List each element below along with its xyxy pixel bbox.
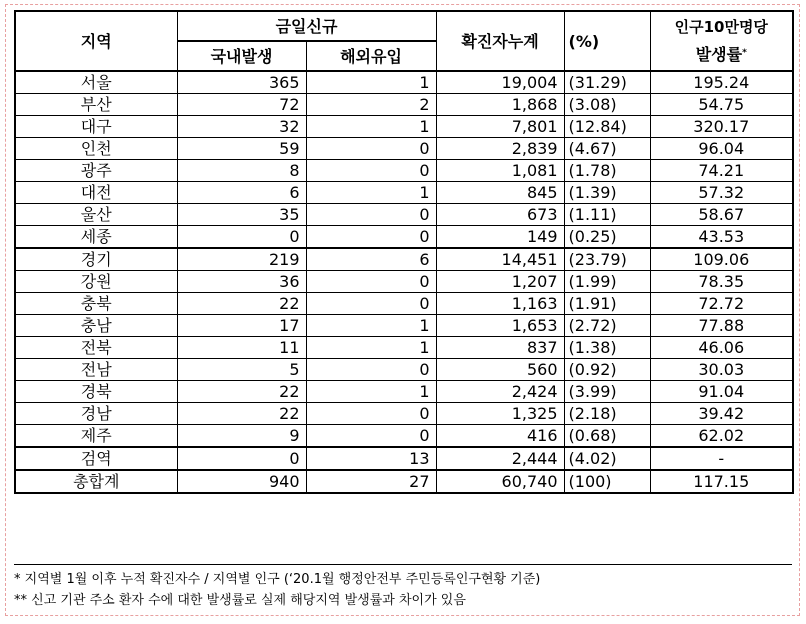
- overseas-cell: 0: [306, 226, 436, 249]
- region-cell: 검역: [15, 447, 177, 470]
- table-row: [15, 337, 793, 359]
- cumulative-cell: 14,451: [436, 248, 564, 271]
- percent-cell: (0.92): [564, 359, 650, 381]
- header-new-today: 금일신규: [177, 11, 436, 41]
- rate-cell: 109.06: [650, 248, 793, 271]
- percent-cell: (2.18): [564, 403, 650, 425]
- cumulative-cell: 1,163: [436, 293, 564, 315]
- overseas-cell: 0: [306, 425, 436, 448]
- cumulative-cell: 2,424: [436, 381, 564, 403]
- region-cell: 강원: [15, 271, 177, 293]
- rate-cell: 58.67: [650, 204, 793, 226]
- rate-cell: 72.72: [650, 293, 793, 315]
- domestic-cell: 17: [177, 315, 306, 337]
- overseas-cell: 13: [306, 447, 436, 470]
- percent-cell: (3.08): [564, 94, 650, 116]
- cumulative-cell: 416: [436, 425, 564, 448]
- domestic-cell: 32: [177, 116, 306, 138]
- table-row: [15, 315, 793, 337]
- table-row: [15, 248, 793, 271]
- percent-cell: (12.84): [564, 116, 650, 138]
- region-cell: 경북: [15, 381, 177, 403]
- table-row: [15, 271, 793, 293]
- table-row: [15, 116, 793, 138]
- region-cell: 광주: [15, 160, 177, 182]
- header-rate-line2: [657, 41, 787, 69]
- regional-cases-table: [14, 10, 794, 494]
- domestic-cell: 11: [177, 337, 306, 359]
- table-row: [15, 71, 793, 94]
- region-cell: 총합계: [15, 470, 177, 493]
- domestic-cell: 72: [177, 94, 306, 116]
- percent-cell: (100): [564, 470, 650, 493]
- region-cell: 전남: [15, 359, 177, 381]
- rate-cell: 195.24: [650, 71, 793, 94]
- rate-cell: -: [650, 447, 793, 470]
- domestic-cell: 36: [177, 271, 306, 293]
- rate-cell: 117.15: [650, 470, 793, 493]
- rate-cell: 30.03: [650, 359, 793, 381]
- footnotes: [14, 564, 792, 611]
- overseas-cell: 1: [306, 182, 436, 204]
- rate-cell: 62.02: [650, 425, 793, 448]
- cumulative-cell: 2,444: [436, 447, 564, 470]
- header-domestic: 국내발생: [177, 41, 306, 71]
- domestic-cell: 940: [177, 470, 306, 493]
- region-cell: 전북: [15, 337, 177, 359]
- domestic-cell: 5: [177, 359, 306, 381]
- table-row: [15, 359, 793, 381]
- percent-cell: (23.79): [564, 248, 650, 271]
- table-row: [15, 94, 793, 116]
- rate-cell: 320.17: [650, 116, 793, 138]
- domestic-cell: 22: [177, 403, 306, 425]
- footnote-1: * 지역별 1월 이후 누적 확진자수 / 지역별 인구 (‘20.1월 행정안전부 주민등록인구현황 기준): [14, 572, 541, 587]
- region-cell: 충북: [15, 293, 177, 315]
- table-row: [15, 160, 793, 182]
- cumulative-cell: 1,653: [436, 315, 564, 337]
- overseas-cell: 1: [306, 337, 436, 359]
- domestic-cell: 8: [177, 160, 306, 182]
- rate-cell: 77.88: [650, 315, 793, 337]
- cumulative-cell: 7,801: [436, 116, 564, 138]
- rate-cell: 91.04: [650, 381, 793, 403]
- header-overseas: 해외유입: [306, 41, 436, 71]
- region-cell: 세종: [15, 226, 177, 249]
- overseas-cell: 0: [306, 204, 436, 226]
- domestic-cell: 22: [177, 293, 306, 315]
- cumulative-cell: 19,004: [436, 71, 564, 94]
- rate-cell: 54.75: [650, 94, 793, 116]
- cumulative-cell: 837: [436, 337, 564, 359]
- domestic-cell: 9: [177, 425, 306, 448]
- header-rate-footnote-mark: *: [742, 48, 747, 58]
- table-row: [15, 138, 793, 160]
- percent-cell: (1.11): [564, 204, 650, 226]
- table-row: [15, 293, 793, 315]
- cumulative-cell: 673: [436, 204, 564, 226]
- cumulative-cell: 2,839: [436, 138, 564, 160]
- percent-cell: (0.25): [564, 226, 650, 249]
- cumulative-cell: 845: [436, 182, 564, 204]
- percent-cell: (4.02): [564, 447, 650, 470]
- cumulative-cell: 1,207: [436, 271, 564, 293]
- percent-cell: (31.29): [564, 71, 650, 94]
- cumulative-cell: 1,868: [436, 94, 564, 116]
- overseas-cell: 1: [306, 315, 436, 337]
- cumulative-cell: 60,740: [436, 470, 564, 493]
- rate-cell: 46.06: [650, 337, 793, 359]
- cumulative-cell: 1,081: [436, 160, 564, 182]
- header-cumulative: 확진자누계: [436, 11, 564, 71]
- domestic-cell: 35: [177, 204, 306, 226]
- region-cell: 충남: [15, 315, 177, 337]
- header-percent: (%): [564, 11, 650, 71]
- rate-cell: 78.35: [650, 271, 793, 293]
- region-cell: 제주: [15, 425, 177, 448]
- overseas-cell: 0: [306, 271, 436, 293]
- table-body: [15, 71, 793, 493]
- overseas-cell: 0: [306, 403, 436, 425]
- overseas-cell: 0: [306, 160, 436, 182]
- overseas-cell: 6: [306, 248, 436, 271]
- table-row: [15, 470, 793, 493]
- header-rate: [650, 11, 793, 71]
- region-cell: 울산: [15, 204, 177, 226]
- overseas-cell: 1: [306, 71, 436, 94]
- table-row: [15, 381, 793, 403]
- cumulative-cell: 149: [436, 226, 564, 249]
- rate-cell: 74.21: [650, 160, 793, 182]
- domestic-cell: 59: [177, 138, 306, 160]
- region-cell: 부산: [15, 94, 177, 116]
- header-rate-label: 발생률: [695, 45, 743, 64]
- region-cell: 대구: [15, 116, 177, 138]
- region-cell: 대전: [15, 182, 177, 204]
- overseas-cell: 0: [306, 359, 436, 381]
- table-row: [15, 182, 793, 204]
- domestic-cell: 365: [177, 71, 306, 94]
- percent-cell: (4.67): [564, 138, 650, 160]
- domestic-cell: 219: [177, 248, 306, 271]
- header-region: 지역: [15, 11, 177, 71]
- percent-cell: (1.78): [564, 160, 650, 182]
- overseas-cell: 27: [306, 470, 436, 493]
- cumulative-cell: 1,325: [436, 403, 564, 425]
- overseas-cell: 2: [306, 94, 436, 116]
- region-cell: 인천: [15, 138, 177, 160]
- region-cell: 서울: [15, 71, 177, 94]
- table-row: [15, 403, 793, 425]
- percent-cell: (0.68): [564, 425, 650, 448]
- overseas-cell: 0: [306, 138, 436, 160]
- percent-cell: (3.99): [564, 381, 650, 403]
- domestic-cell: 0: [177, 226, 306, 249]
- rate-cell: 43.53: [650, 226, 793, 249]
- footnote-divider: [14, 564, 792, 565]
- header-rate-line1: 인구10만명당: [674, 18, 768, 36]
- region-cell: 경남: [15, 403, 177, 425]
- rate-cell: 39.42: [650, 403, 793, 425]
- rate-cell: 96.04: [650, 138, 793, 160]
- region-cell: 경기: [15, 248, 177, 271]
- cumulative-cell: 560: [436, 359, 564, 381]
- overseas-cell: 1: [306, 381, 436, 403]
- domestic-cell: 22: [177, 381, 306, 403]
- overseas-cell: 0: [306, 293, 436, 315]
- percent-cell: (1.38): [564, 337, 650, 359]
- table-row: [15, 447, 793, 470]
- footnote-2: ** 신고 기관 주소 환자 수에 대한 발생률로 실제 해당지역 발생률과 차이가 있음: [14, 593, 466, 608]
- percent-cell: (2.72): [564, 315, 650, 337]
- percent-cell: (1.91): [564, 293, 650, 315]
- table-row: [15, 226, 793, 249]
- overseas-cell: 1: [306, 116, 436, 138]
- domestic-cell: 6: [177, 182, 306, 204]
- table-row: [15, 425, 793, 448]
- percent-cell: (1.39): [564, 182, 650, 204]
- domestic-cell: 0: [177, 447, 306, 470]
- table-row: [15, 204, 793, 226]
- rate-cell: 57.32: [650, 182, 793, 204]
- percent-cell: (1.99): [564, 271, 650, 293]
